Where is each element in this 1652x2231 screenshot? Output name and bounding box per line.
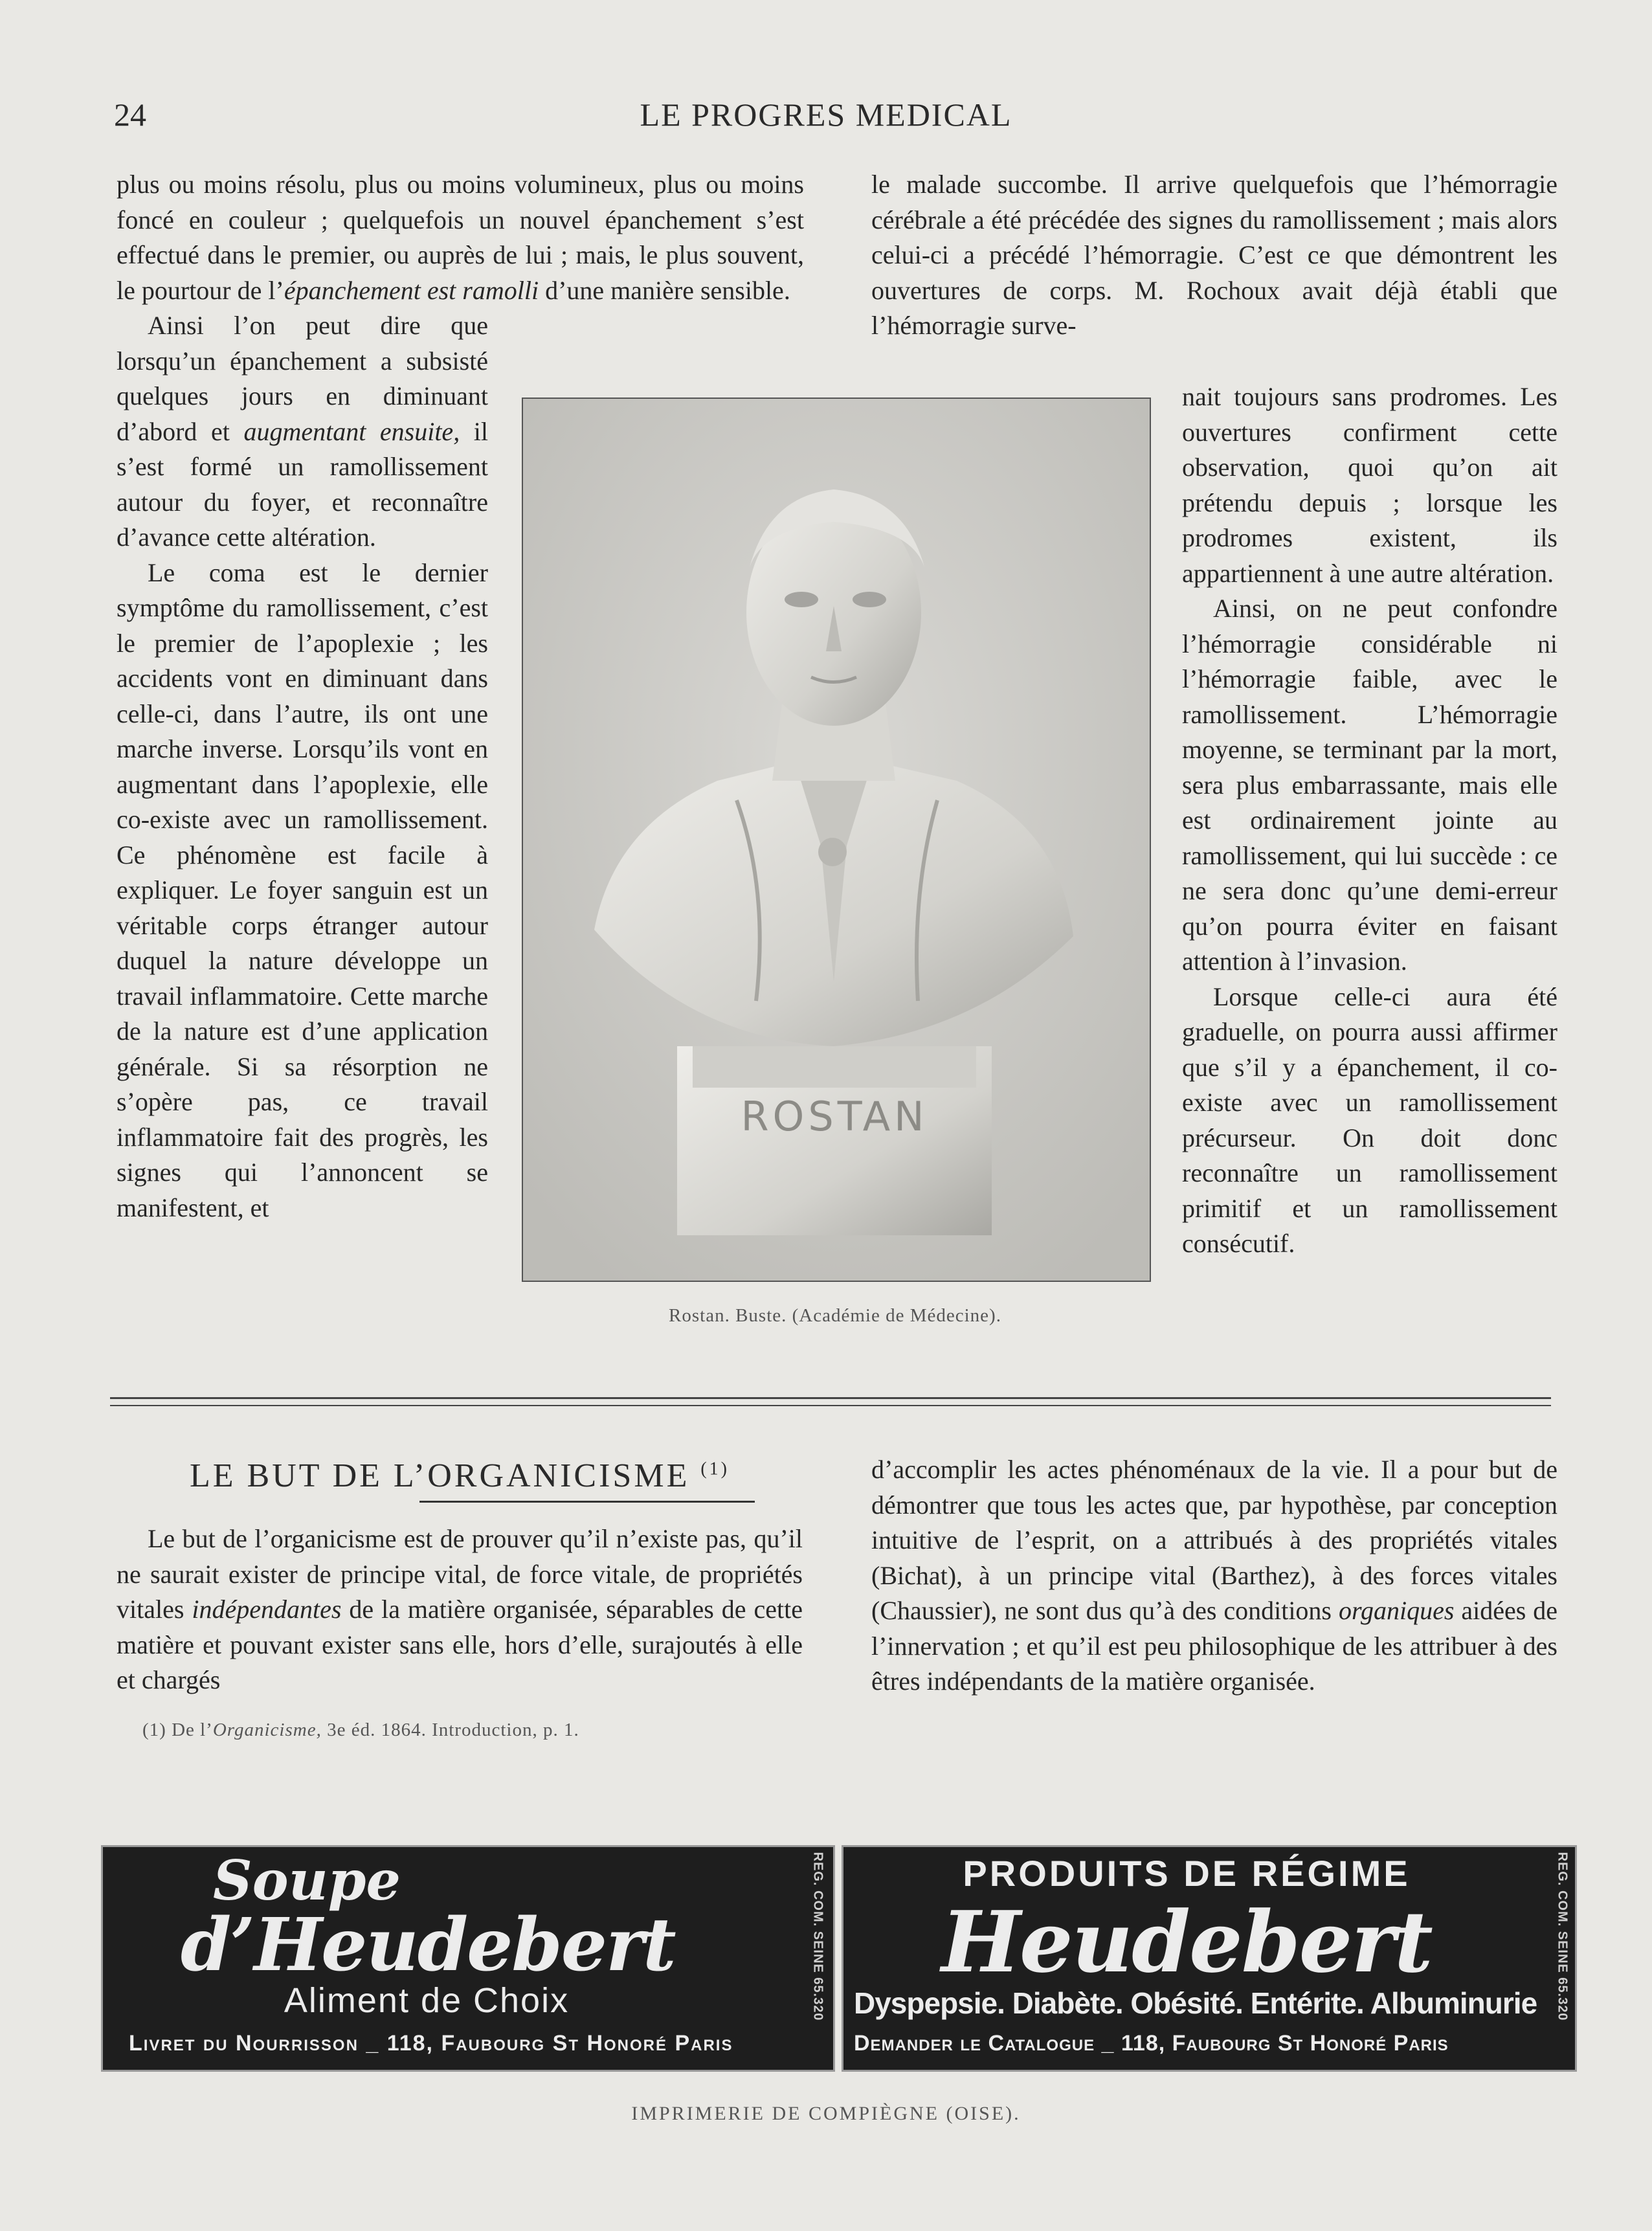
section-divider xyxy=(110,1405,1551,1406)
printer-imprint: IMPRIMERIE DE COMPIÈGNE (OISE). xyxy=(631,2103,1021,2124)
ad-script-heudebert: d’Heudebert xyxy=(181,1903,675,1988)
ad-heading: PRODUITS DE RÉGIME xyxy=(963,1853,1411,1894)
section-title: LE BUT DE L’ORGANICISME $^{(1)}$ xyxy=(190,1457,730,1494)
title-underline xyxy=(419,1501,755,1503)
left-column-text xyxy=(117,167,804,1226)
plinth-inscription: ROSTAN xyxy=(741,1093,928,1140)
ad-tagline: Aliment de Choix xyxy=(284,1981,570,2020)
paragraph: nait toujours sans prodromes. Les ouvertures confirment cette observation, quoi qu’on ait prétendu depuis ; lorsque les prodromes existent, ils appartiennent à une autre altération. xyxy=(1182,382,1557,588)
bust-photograph xyxy=(522,398,1151,1282)
footnote-marker: (1) xyxy=(700,1459,730,1479)
figure-caption: Rostan. Buste. (Académie de Médecine). xyxy=(669,1305,1001,1326)
running-title: LE PROGRES MEDICAL xyxy=(640,96,1012,133)
right-column-top-text xyxy=(871,167,1557,344)
advertisement-soupe-heudebert xyxy=(101,1845,835,2072)
paragraph: Ainsi, on ne peut confondre l’hémorragie considérable ni l’hémorragie faible, avec le ramollissement. L’hémorragie moyenne, se terminant par la mort, sera plus embarrassante, mais elle est ordinairement jointe au ramollissement, qui lui succède : ce ne sera donc qu’une demi-erreur qu’on pourra éviter en faisant attention à l’invasion. xyxy=(1182,594,1557,976)
paragraph: Ainsi l’on peut dire que lorsqu’un épanchement a subsisté quelques jours en diminuant d’abord et augmentant ensuite, il s’est formé un ramollissement autour du foyer, et reconnaître d’avance cette altération. xyxy=(117,311,488,552)
footnote: (1) De l’Organicisme, 3e éd. 1864. Introduction, p. 1. xyxy=(142,1720,579,1740)
advertisement-produits-regime xyxy=(842,1845,1577,2072)
paragraph: Le coma est le dernier symptôme du ramollissement, c’est le premier de l’apoplexie ; les accidents vont en diminuant dans celle-ci, dans l’autre, ils ont une marche inverse. Lorsqu’ils vont en augmentant dans l’apoplexie, elle co-existe avec un ramollissement. Ce phénomène est facile à expliquer. Le foyer sanguin est un véritable corps étranger autour duquel la nature développe un travail inflammatoire. Cette marche de la nature est d’une application générale. Si sa résorption ne s’opère pas, ce travail inflammatoire fait des progrès, les signes qui l’annoncent se manifestent, et xyxy=(117,557,488,1222)
section-right-column xyxy=(871,1452,1557,1699)
ad-script-heudebert: Heudebert xyxy=(941,1892,1432,1991)
paragraph: d’accomplir les actes phénoménaux de la vie. Il a pour but de démontrer que tous les actes que, par hypothèse, par conception intuitive de l’esprit, on a attribués à des propriétés vitales (Bichat), à un principe vital (Barthez), à des forces vitales (Chaussier), ne sont dus qu’à des conditions organiques aidées de l’innervation ; et qu’il est peu philosophique de les attribuer à des êtres indépendants de la matière organisée. xyxy=(871,1455,1557,1696)
section-divider xyxy=(110,1397,1551,1399)
paragraph: Lorsque celle-ci aura été graduelle, on pourra aussi affirmer que s’il y a épanchement, il co-existe avec un ramollissement précurseur. On doit donc reconnaître un ramollissement primitif et un ramollissement consécutif. xyxy=(1182,981,1557,1258)
bust-illustration xyxy=(523,399,1150,1281)
section-left-column xyxy=(117,1521,803,1698)
page-number: 24 xyxy=(114,96,146,133)
ad-address: Livret du Nourrisson _ 118, Faubourg St Honoré Paris xyxy=(129,2031,733,2056)
right-column-text xyxy=(1182,379,1557,1262)
paragraph: plus ou moins résolu, plus ou moins volumineux, plus ou moins foncé en couleur ; quelquefois un nouvel épanchement s’est effectué dans le premier, ou auprès de lui ; mais, le plus souvent, le pourtour de l’épanchement est ramolli d’une manière sensible. xyxy=(117,170,804,305)
paragraph: Le but de l’organicisme est de prouver qu’il n’existe pas, qu’il ne saurait exister de principe vital, de force vitale, de propriétés vitales indépendantes de la matière organisée, séparables de cette matière et pouvant exister sans elle, hors d’elle, surajoutés à elle et chargés xyxy=(117,1524,803,1694)
paragraph: le malade succombe. Il arrive quelquefois que l’hémorragie cérébrale a été précédée des signes du ramollissement ; mais alors celui-ci a précédé l’hémorragie. C’est ce que démontrent les ouvertures de corps. M. Rochoux avait déjà établi que l’hémorragie surve- xyxy=(871,170,1557,340)
ad-script-soupe: Soupe xyxy=(213,1848,401,1912)
ad-registration: REG. COM. SEINE 65.320 xyxy=(1555,1852,1570,2021)
ad-address: Demander le Catalogue _ 118, Faubourg St Honoré Paris xyxy=(854,2031,1449,2056)
ad-conditions: Dyspepsie. Diabète. Obésité. Entérite. Albuminurie xyxy=(854,1986,1537,2020)
ad-registration: REG. COM. SEINE 65.320 xyxy=(810,1852,825,2021)
